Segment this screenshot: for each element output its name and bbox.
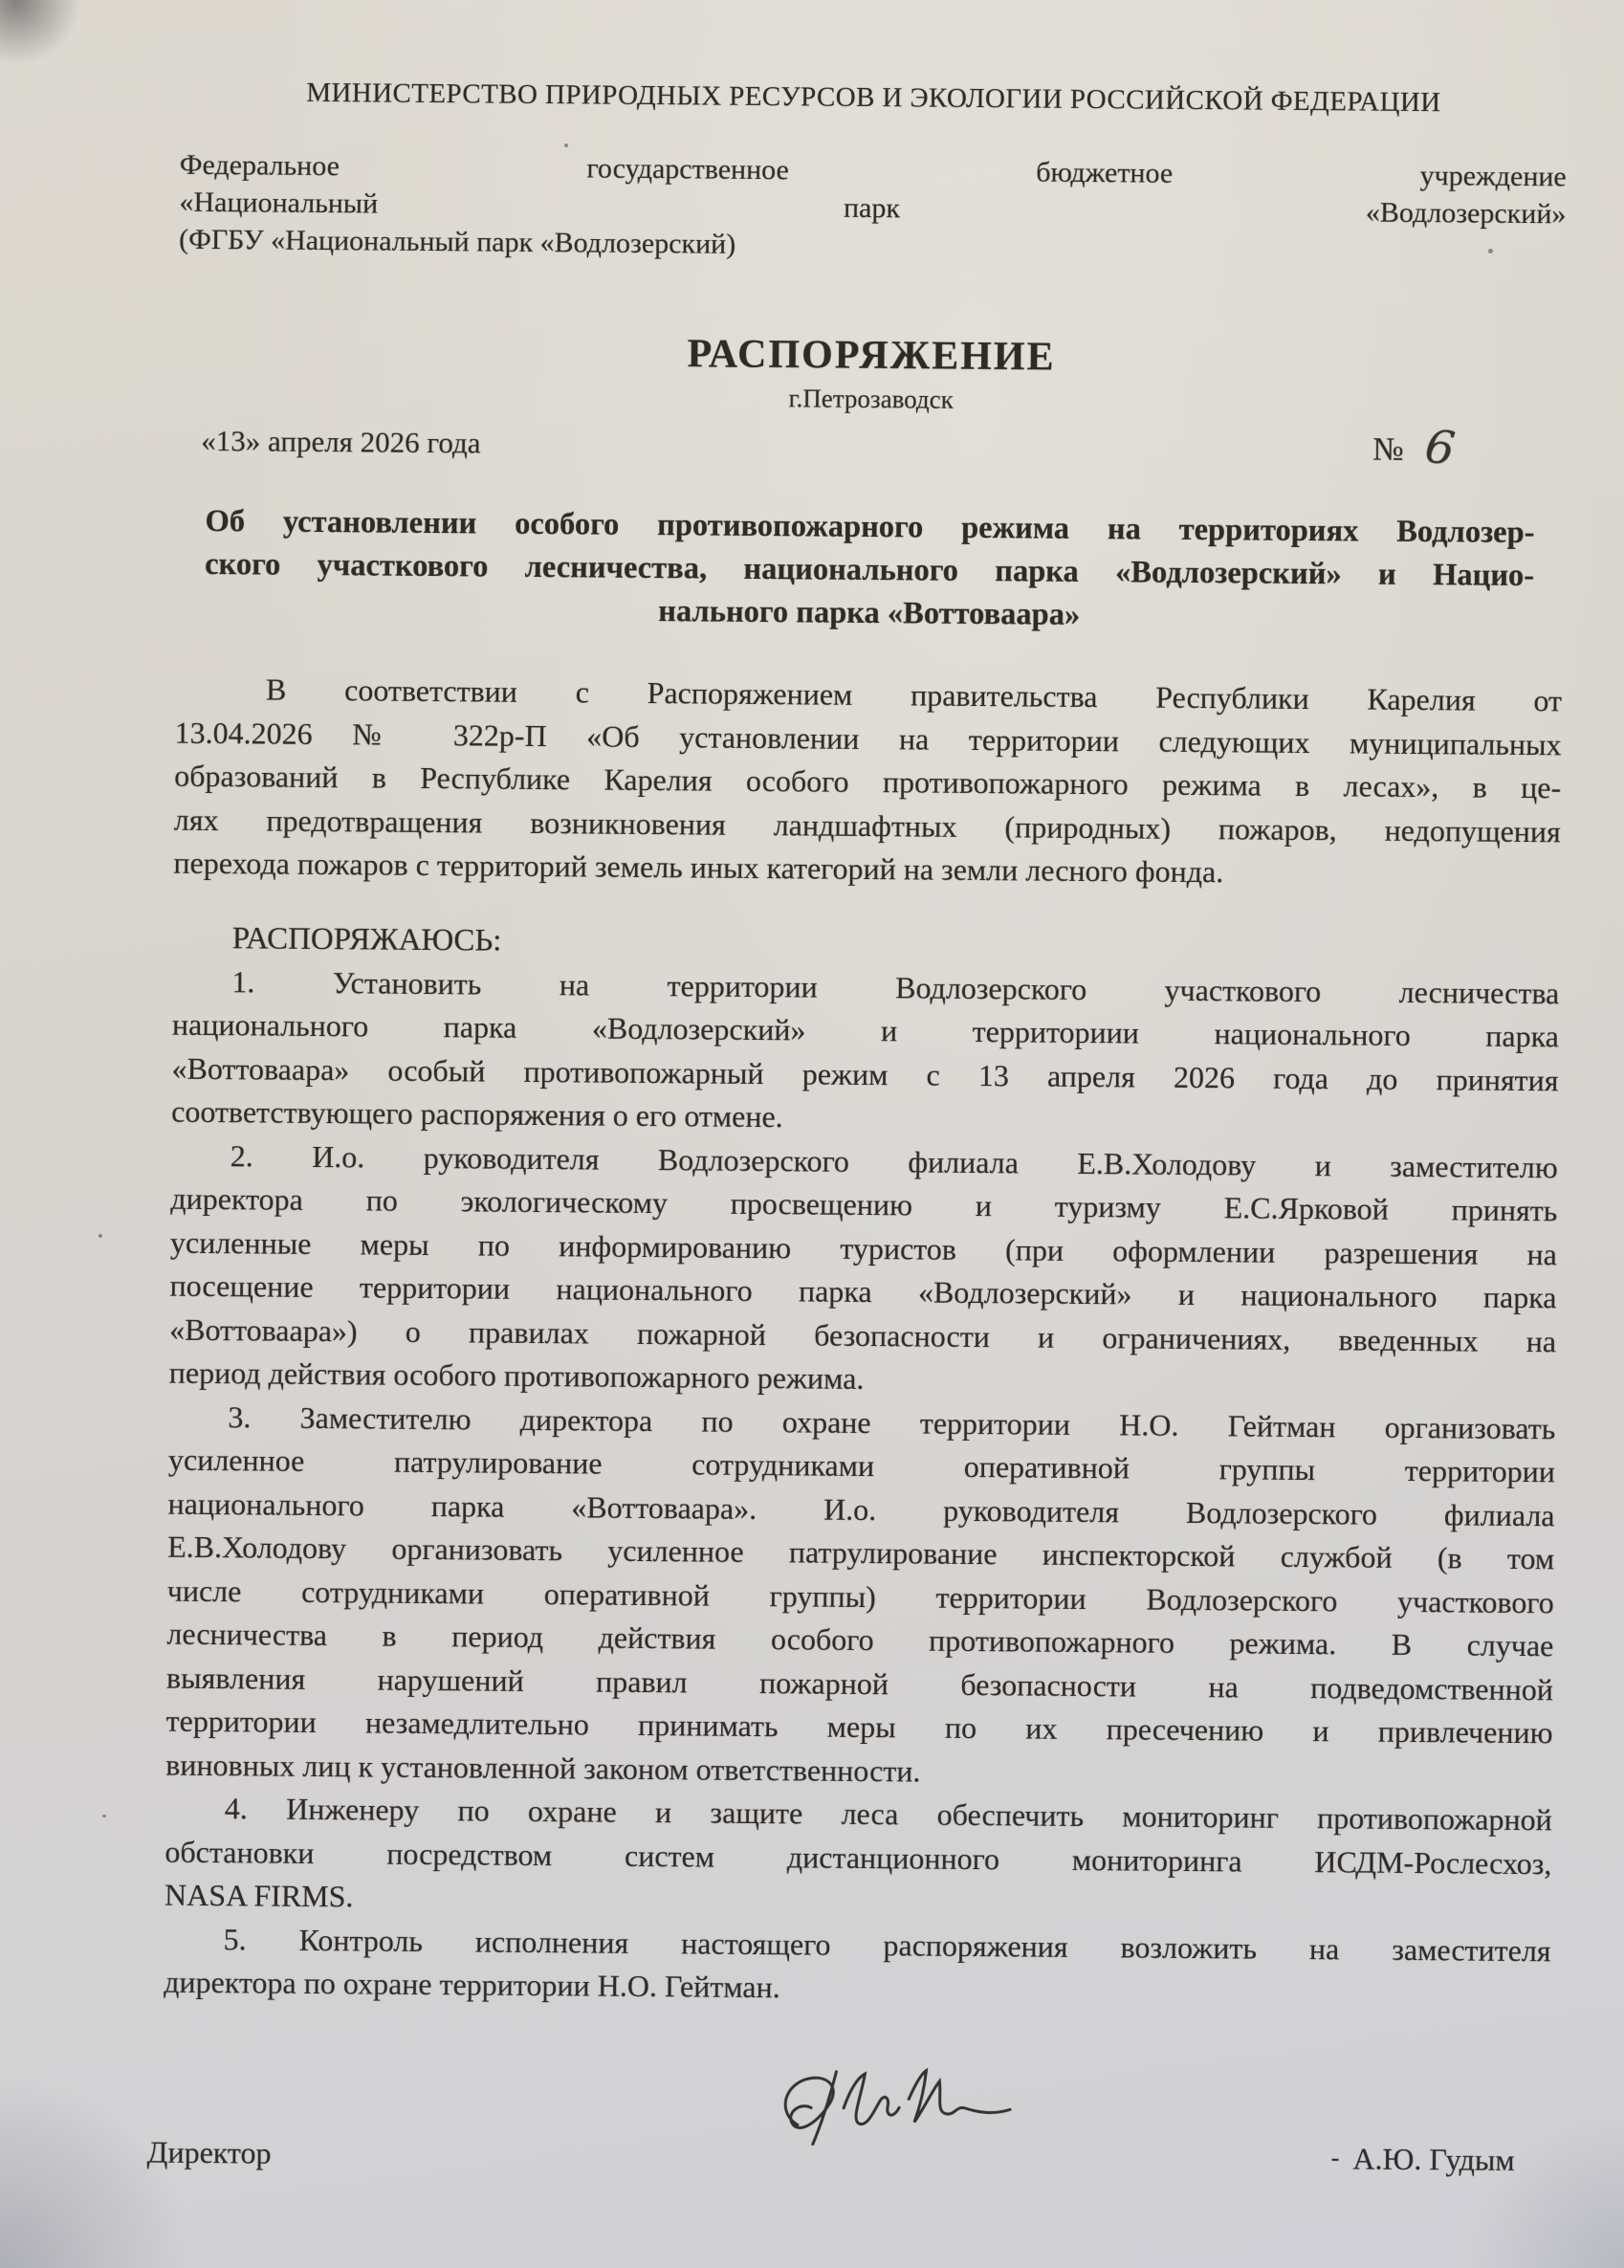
text-line: Федеральное государственное бюджетное учреждение xyxy=(179,148,1567,193)
handwritten-number: 6 xyxy=(1421,419,1459,476)
order-item-1 xyxy=(171,959,1560,1146)
text-line: виновных лиц к установленной законом ответственности. xyxy=(165,1747,921,1789)
text-line: директора по экологическому просвещению и туризму Е.С.Ярковой принять xyxy=(170,1180,1558,1228)
text-line: 4. Инженеру по охране и защите леса обеспечить мониторинг противопожарной xyxy=(224,1791,1552,1838)
text-line: перехода пожаров с территорий земель иных категорий на земли лесного фонда. xyxy=(173,845,1224,890)
text-line: 1. Установить на территории Водлозерского участкового лесничества xyxy=(231,963,1560,1010)
signer-name-wrap xyxy=(1331,2141,1515,2178)
text-line: усиленное патрулирование сотрудниками оперативной группы территории xyxy=(167,1442,1556,1489)
scan-speck xyxy=(102,1815,106,1817)
text-line: 3. Заместителю директора по охране территории Н.О. Гейтман организовать xyxy=(228,1398,1556,1445)
document-content xyxy=(146,0,1569,2268)
order-item-4 xyxy=(165,1787,1552,1929)
text-line: лесничества в период действия особого противопожарного режима. В случае xyxy=(166,1616,1554,1663)
scan-speck xyxy=(99,1234,102,1238)
text-line: В соответствии с Распоряжением правительства Республики Карелия от xyxy=(265,672,1563,718)
text-line: усиленные меры по информированию туристов (при оформлении разрешения на xyxy=(169,1224,1558,1271)
text-line: ского участкового лесничества, национального парка «Водлозерский» и Нацио- xyxy=(205,546,1535,594)
order-item-2 xyxy=(169,1134,1558,1407)
text-line: территории незамедлительно принимать меры по их пресечению и привлечению xyxy=(165,1703,1553,1751)
text-line: директора по охране территории Н.О. Гейтман. xyxy=(164,1964,780,2005)
date-number-row xyxy=(177,420,1564,478)
signature-dash: - xyxy=(1330,2143,1340,2171)
text-line: 2. И.о. руководителя Водлозерского филиала Е.В.Холодову и заместителю xyxy=(230,1137,1558,1184)
text-line: 13.04.2026 № 322р-П «Об установлении на территории следующих муниципальных xyxy=(174,715,1562,761)
signer-name: А.Ю. Гудым xyxy=(1352,2140,1515,2177)
text-line: «Национальный парк «Водлозерский» xyxy=(179,186,1567,231)
signer-role: Директор xyxy=(146,2133,272,2170)
order-item-3 xyxy=(165,1395,1556,1798)
text-line: Е.В.Холодову организовать усиленное патрулирование инспекторской службой (в том xyxy=(167,1529,1555,1576)
text-line: национального парка «Воттоваара». И.о. руководителя Водлозерского филиала xyxy=(167,1486,1555,1532)
resolve-heading: РАСПОРЯЖАЮСЬ: xyxy=(231,920,502,958)
text-line: соответствующего распоряжения о его отмене. xyxy=(171,1093,783,1134)
city-line: г.Петрозаводск xyxy=(788,384,954,414)
text-line: Об установлении особого противопожарного режима на территориях Водлозер- xyxy=(205,503,1535,551)
text-line: образований в Республике Карелия особого противопожарного режима в лесах», в це- xyxy=(174,758,1562,805)
document-type-title: РАСПОРЯЖЕНИЕ xyxy=(687,332,1056,380)
text-line: (ФГБУ «Национальный парк «Водлозерский) xyxy=(178,223,736,260)
text-line: нального парка «Воттоваара» xyxy=(658,594,1081,632)
text-line: обстановки посредством систем дистанционного мониторинга ИСДМ-Рослесхоз, xyxy=(165,1834,1552,1881)
ministry-header: МИНИСТЕРСТВО ПРИРОДНЫХ РЕСУРСОВ И ЭКОЛОГИИ РОССИЙСКОЙ ФЕДЕРАЦИИ xyxy=(306,77,1441,119)
preamble-paragraph xyxy=(173,668,1562,897)
scan-speck xyxy=(1488,249,1493,253)
text-line: период действия особого противопожарного режима. xyxy=(168,1354,865,1396)
scan-speck xyxy=(564,143,568,147)
text-line: национального парка «Водлозерский» и территориии национального парка xyxy=(171,1006,1560,1054)
signature-scrawl xyxy=(775,2063,1024,2161)
date-text: «13» апреля 2026 года xyxy=(201,423,481,460)
text-line: NASA FIRMS. xyxy=(164,1877,354,1914)
text-line: лях предотвращения возникновения ландшафтных (природных) пожаров, недопущения xyxy=(173,802,1561,848)
signature-block xyxy=(146,2128,1549,2268)
text-line: «Воттоваара») о правилах пожарной безопасности и ограничениях, введенных на xyxy=(169,1311,1557,1358)
text-line: числе сотрудниками оперативной группы) территории Водлозерского участкового xyxy=(166,1573,1554,1619)
subject-heading xyxy=(176,500,1564,642)
text-line: «Воттоваара» особый противопожарный режим с 13 апреля 2026 года до принятия xyxy=(171,1050,1559,1097)
order-item-5 xyxy=(164,1917,1551,2016)
number-sign: № xyxy=(1372,431,1404,468)
text-line: выявления нарушений правил пожарной безопасности на подведомственной xyxy=(165,1660,1554,1707)
organization-header xyxy=(179,146,1567,271)
text-line: 5. Контроль исполнения настоящего распоряжения возложить на заместителя xyxy=(223,1921,1551,1968)
text-line: посещение территории национального парка «Водлозерский» и национального парка xyxy=(169,1267,1557,1315)
